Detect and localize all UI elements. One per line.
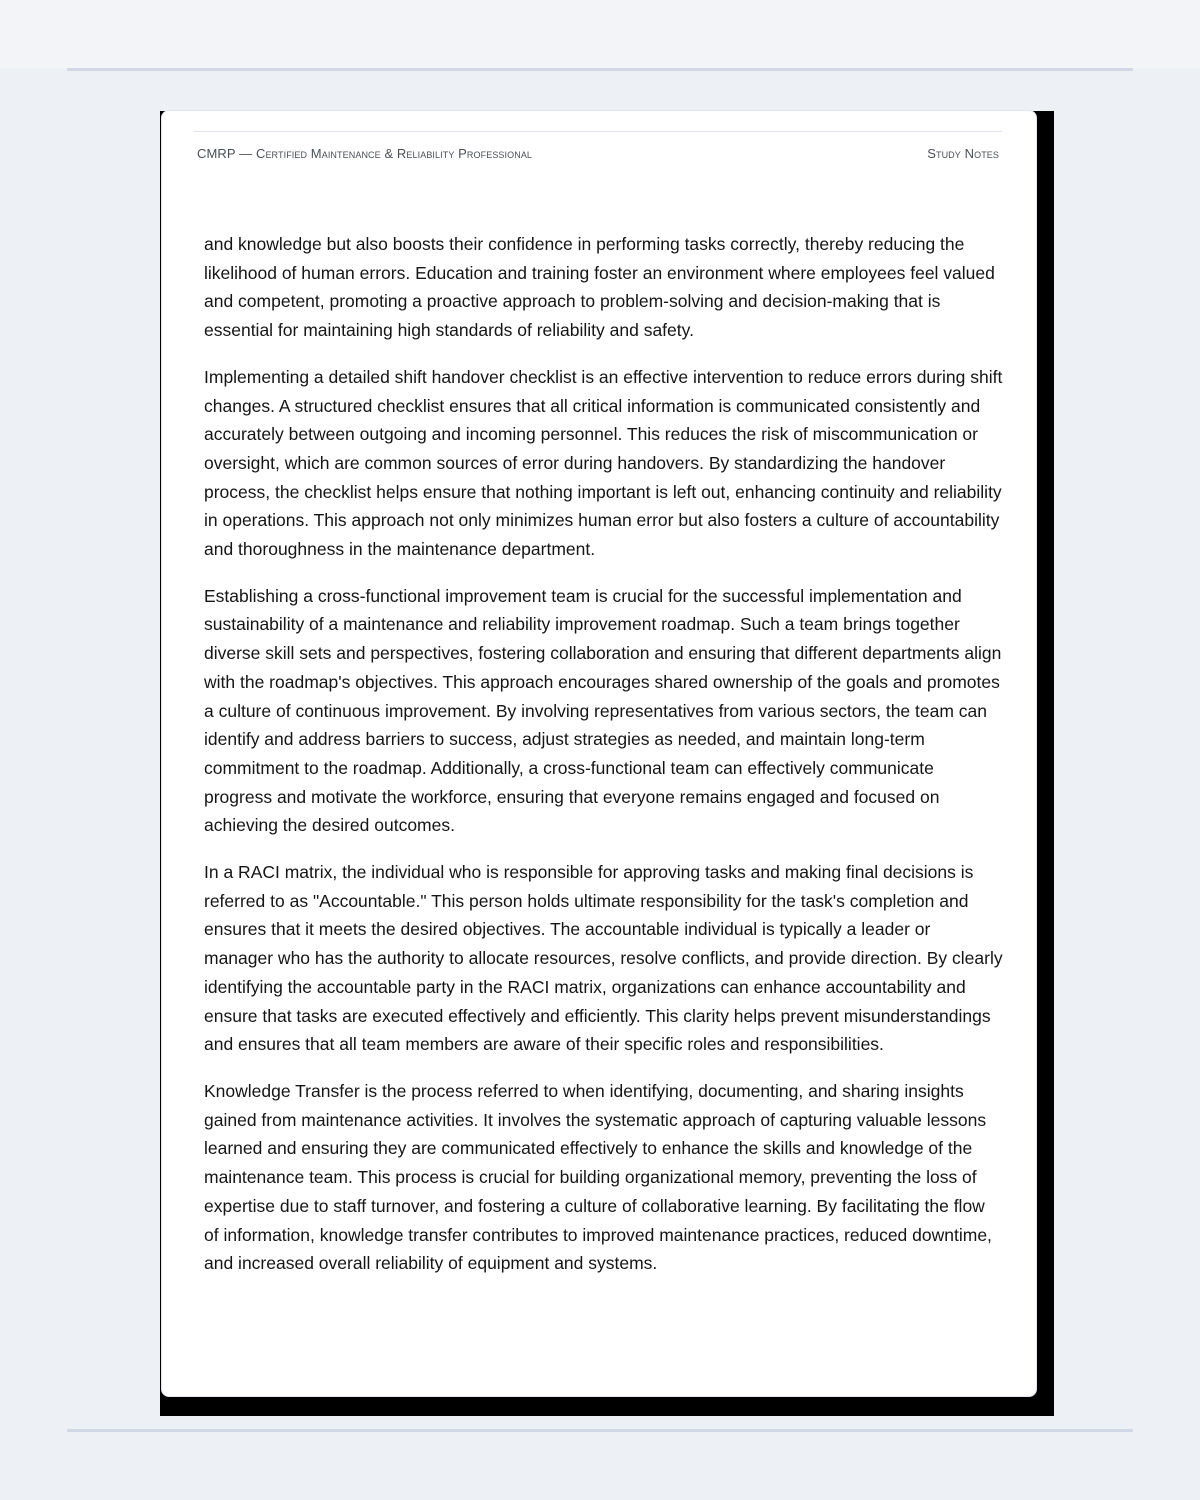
paragraph: and knowledge but also boosts their confidence in performing tasks correctly, thereby reducing the likelihood of human errors. Education and training foster an environment where employees feel valued and competent, promoting a proactive approach to problem-solving and decision-making that is essential for maintaining high standards of reliability and safety. [204,234,995,341]
paragraph: Implementing a detailed shift handover checklist is an effective intervention to reduce errors during shift changes. A structured checklist ensures that all critical information is communicated consistently and accurately between outgoing and incoming personnel. This reduces the risk of miscommunication or oversight, which are common sources of error during handovers. By standardizing the handover process, the checklist helps ensure that nothing important is left out, enhancing continuity and reliability in operations. This approach not only minimizes human error but also fosters a culture of accountability and thoroughness in the maintenance department. [204,366,1003,560]
viewer-top-bar [0,0,1200,68]
page-body [204,230,1004,1296]
header-section: Study Notes [927,146,999,161]
document-page [161,110,1037,1397]
bottom-divider [67,1429,1133,1432]
paragraph: Knowledge Transfer is the process referred to when identifying, documenting, and sharing insights gained from maintenance activities. It involves the systematic approach of capturing valuable lessons learned and ensuring they are communicated effectively to enhance the skills and knowledge of the maintenance team. This process is crucial for building organizational memory, preventing the loss of expertise due to staff turnover, and fostering a culture of collaborative learning. By facilitating the flow of information, knowledge transfer contributes to improved maintenance practices, reduced downtime, and increased overall reliability of equipment and systems. [204,1080,992,1274]
running-header [194,131,1002,161]
top-divider [67,68,1133,71]
paragraph: Establishing a cross-functional improvement team is crucial for the successful implementation and sustainability of a maintenance and reliability improvement roadmap. Such a team brings together diverse skill sets and perspectives, fostering collaboration and ensuring that different departments align with the roadmap's objectives. This approach encourages shared ownership of the goals and promotes a culture of continuous improvement. By involving representatives from various sectors, the team can identify and address barriers to success, adjust strategies as needed, and maintain long-term commitment to the roadmap. Additionally, a cross-functional team can effectively communicate progress and motivate the workforce, ensuring that everyone remains engaged and focused on achieving the desired outcomes. [204,585,1002,836]
paragraph: In a RACI matrix, the individual who is responsible for approving tasks and making final decisions is referred to as "Accountable." This person holds ultimate responsibility for the task's completion and ensures that it meets the desired objectives. The accountable individual is typically a leader or manager who has the authority to allocate resources, resolve conflicts, and provide direction. By clearly identifying the accountable party in the RACI matrix, organizations can enhance accountability and ensure that tasks are executed effectively and efficiently. This clarity helps prevent misunderstandings and ensures that all team members are aware of their specific roles and responsibilities. [204,862,1003,1055]
header-title: CMRP — Certified Maintenance & Reliability Professional [197,146,533,161]
